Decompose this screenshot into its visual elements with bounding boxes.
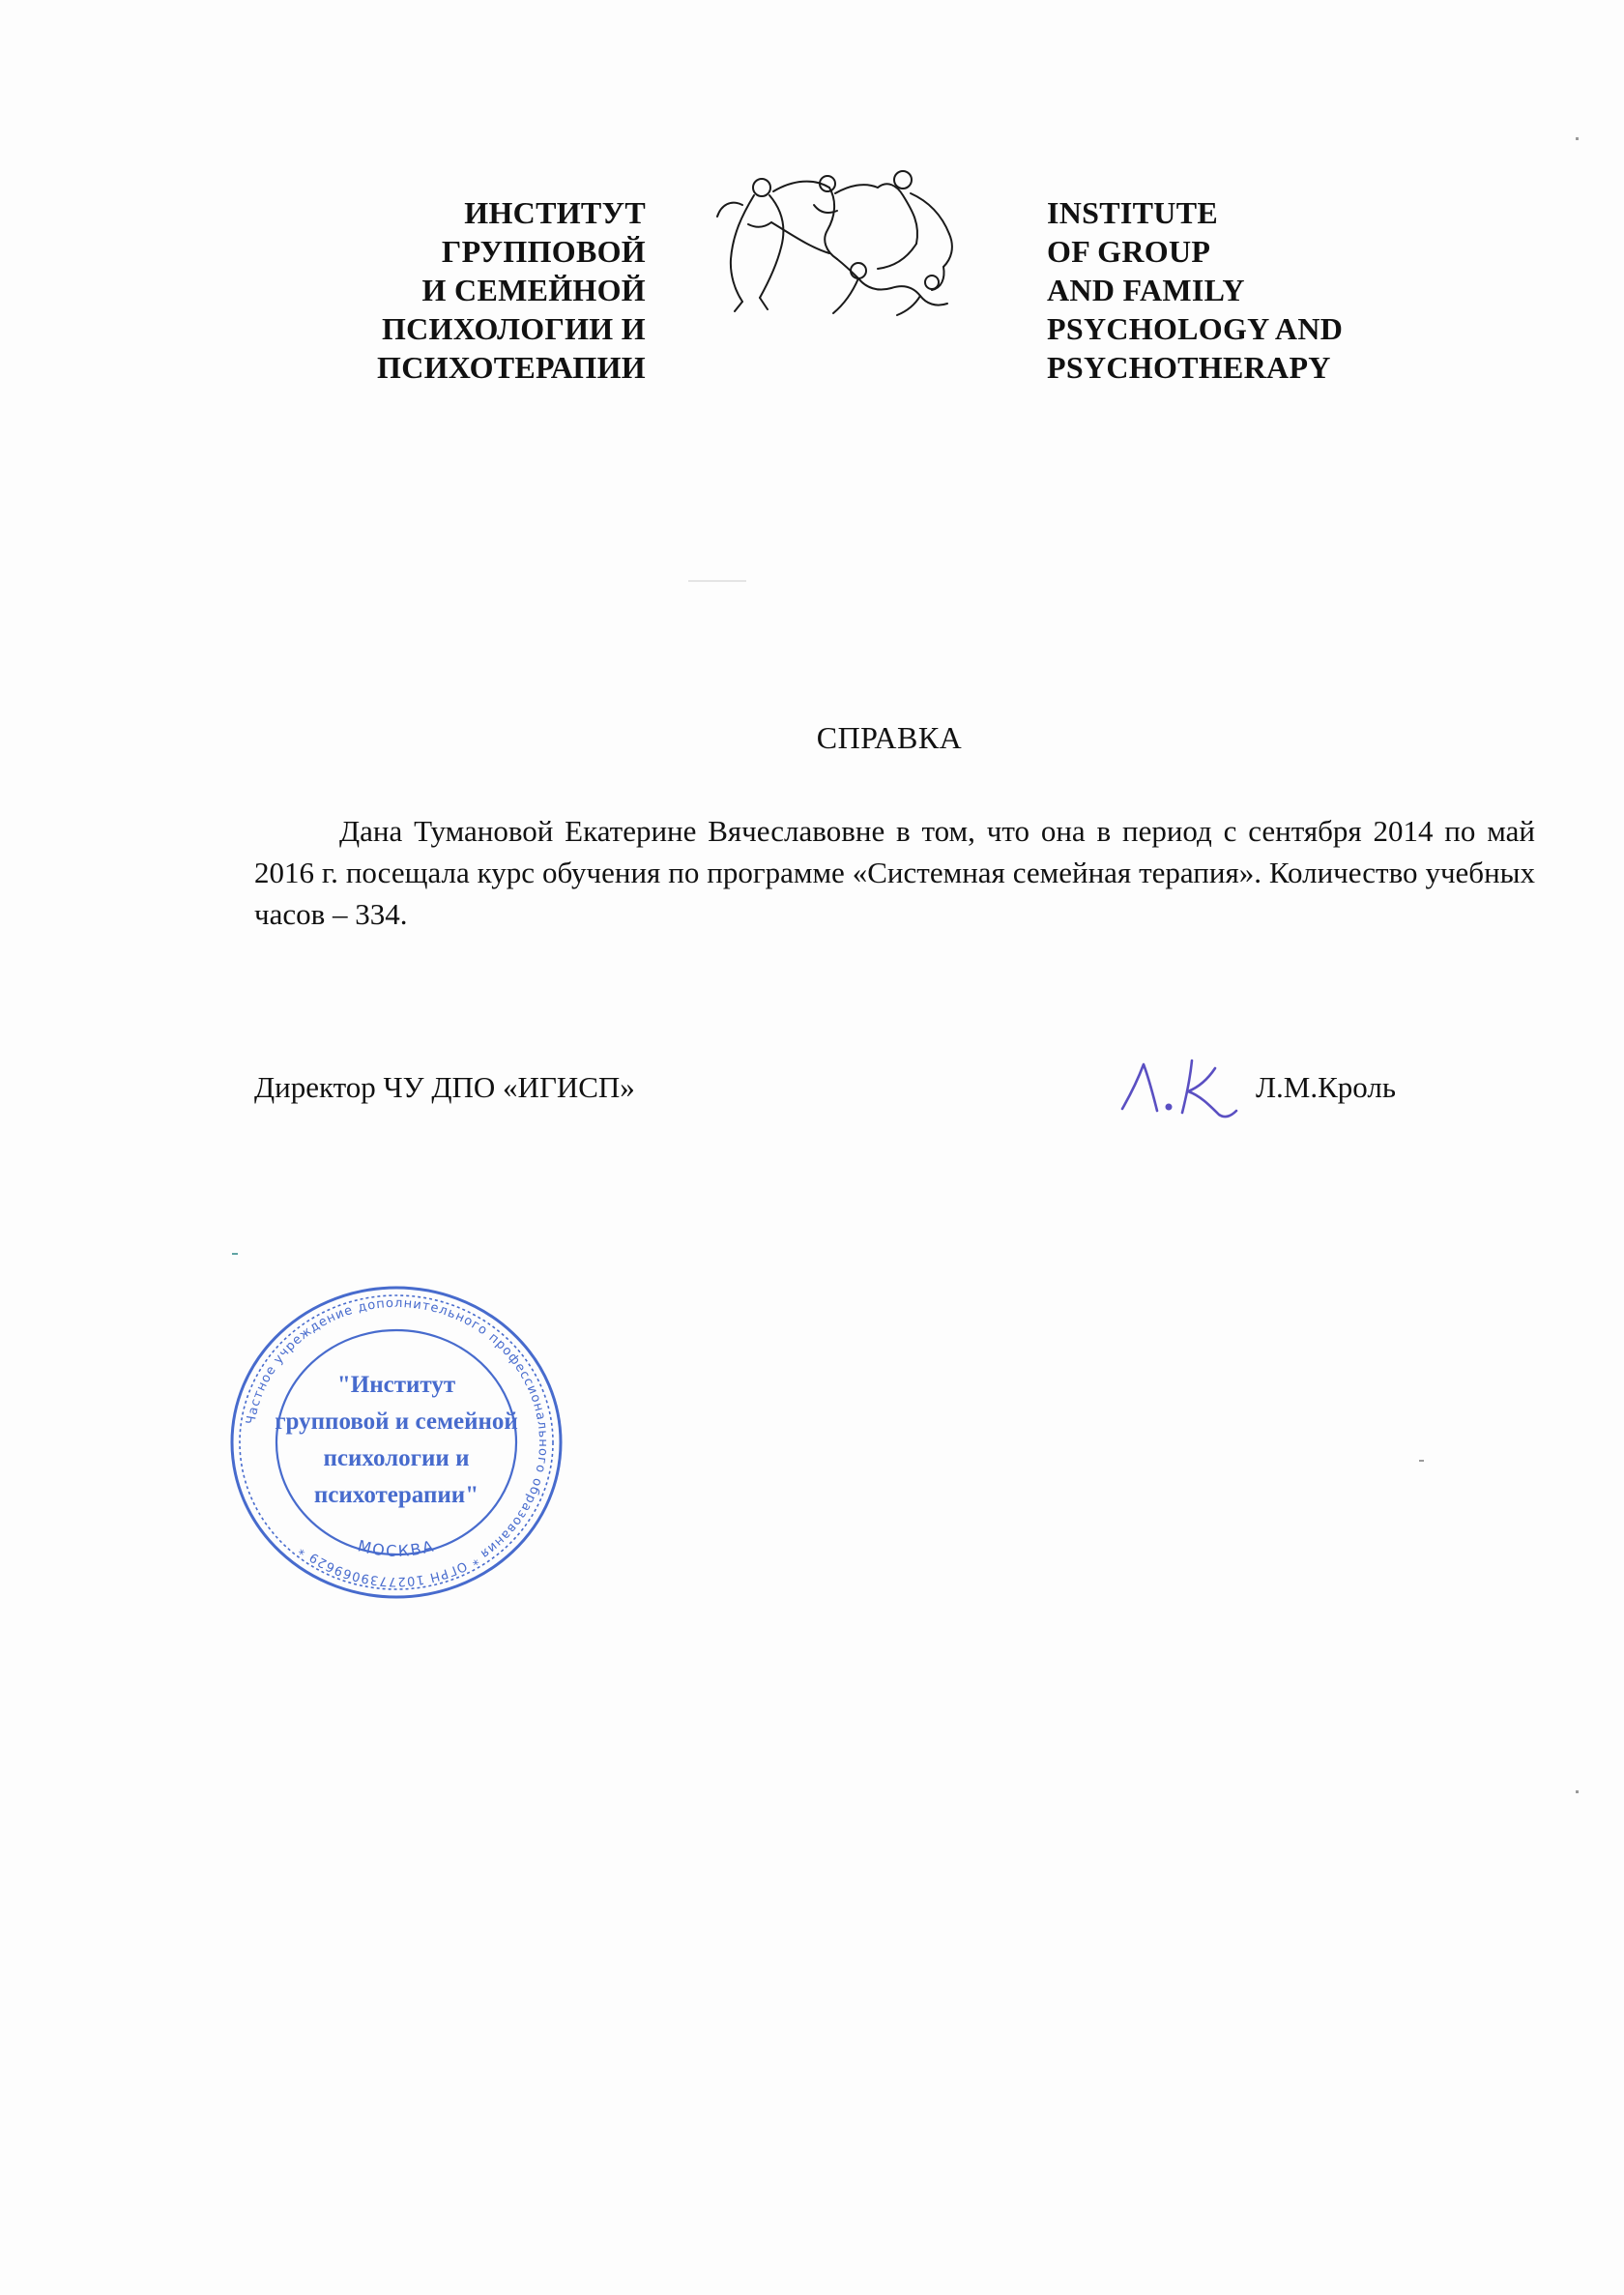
header-ru-line-4: ПСИХОЛОГИИ И bbox=[381, 311, 646, 346]
header-ru-line-2: ГРУППОВОЙ bbox=[441, 234, 646, 269]
scan-speck bbox=[232, 1253, 238, 1255]
institute-name-ru bbox=[290, 193, 646, 387]
scan-speck bbox=[1576, 137, 1579, 140]
header-ru-line-3: И СЕМЕЙНОЙ bbox=[421, 273, 646, 307]
stamp-city: МОСКВА bbox=[356, 1536, 437, 1560]
dancers-circle-logo-icon bbox=[713, 166, 967, 321]
document-title: СПРАВКА bbox=[816, 720, 963, 755]
header-ru-line-1: ИНСТИТУТ bbox=[464, 195, 646, 230]
signature-block bbox=[254, 1070, 1443, 1128]
svg-text:МОСКВА bbox=[356, 1536, 437, 1560]
stamp-line-3: психологии и bbox=[323, 1445, 470, 1471]
scan-speck bbox=[1576, 1790, 1579, 1793]
signer-name: Л.М.Кроль bbox=[1256, 1070, 1396, 1104]
header-ru-line-5: ПСИХОТЕРАПИИ bbox=[377, 350, 646, 385]
stamp-line-1: "Институт bbox=[336, 1372, 456, 1398]
header-en-line-3: AND FAMILY bbox=[1047, 273, 1245, 307]
certificate-paragraph: Дана Тумановой Екатерине Вячеславовне в том, что она в период с сентября 2014 по май 2016 г. посещала курс обучения по программе «Системная семейная терапия». Количество учебных часов – 334. bbox=[254, 814, 1535, 931]
scan-speck bbox=[1419, 1460, 1424, 1462]
stamp-line-4: психотерапии" bbox=[313, 1482, 479, 1508]
handwritten-signature bbox=[1115, 1053, 1250, 1120]
stamp-ring-text: Частное учреждение дополнительного профессионального образования * ОГРН 1027739069629 * bbox=[244, 1295, 551, 1589]
header-en-line-4: PSYCHOLOGY AND bbox=[1047, 311, 1344, 346]
institute-name-en bbox=[1047, 193, 1453, 387]
certificate-body bbox=[254, 810, 1535, 935]
official-seal-icon bbox=[224, 1284, 568, 1601]
header-en-line-2: OF GROUP bbox=[1047, 234, 1211, 269]
director-position: Директор ЧУ ДПО «ИГИСП» bbox=[254, 1070, 635, 1104]
stamp-line-2: групповой и семейной bbox=[275, 1409, 518, 1435]
scan-speck bbox=[688, 580, 746, 582]
header-en-line-5: PSYCHOTHERAPY bbox=[1047, 350, 1331, 385]
header-en-line-1: INSTITUTE bbox=[1047, 195, 1218, 230]
